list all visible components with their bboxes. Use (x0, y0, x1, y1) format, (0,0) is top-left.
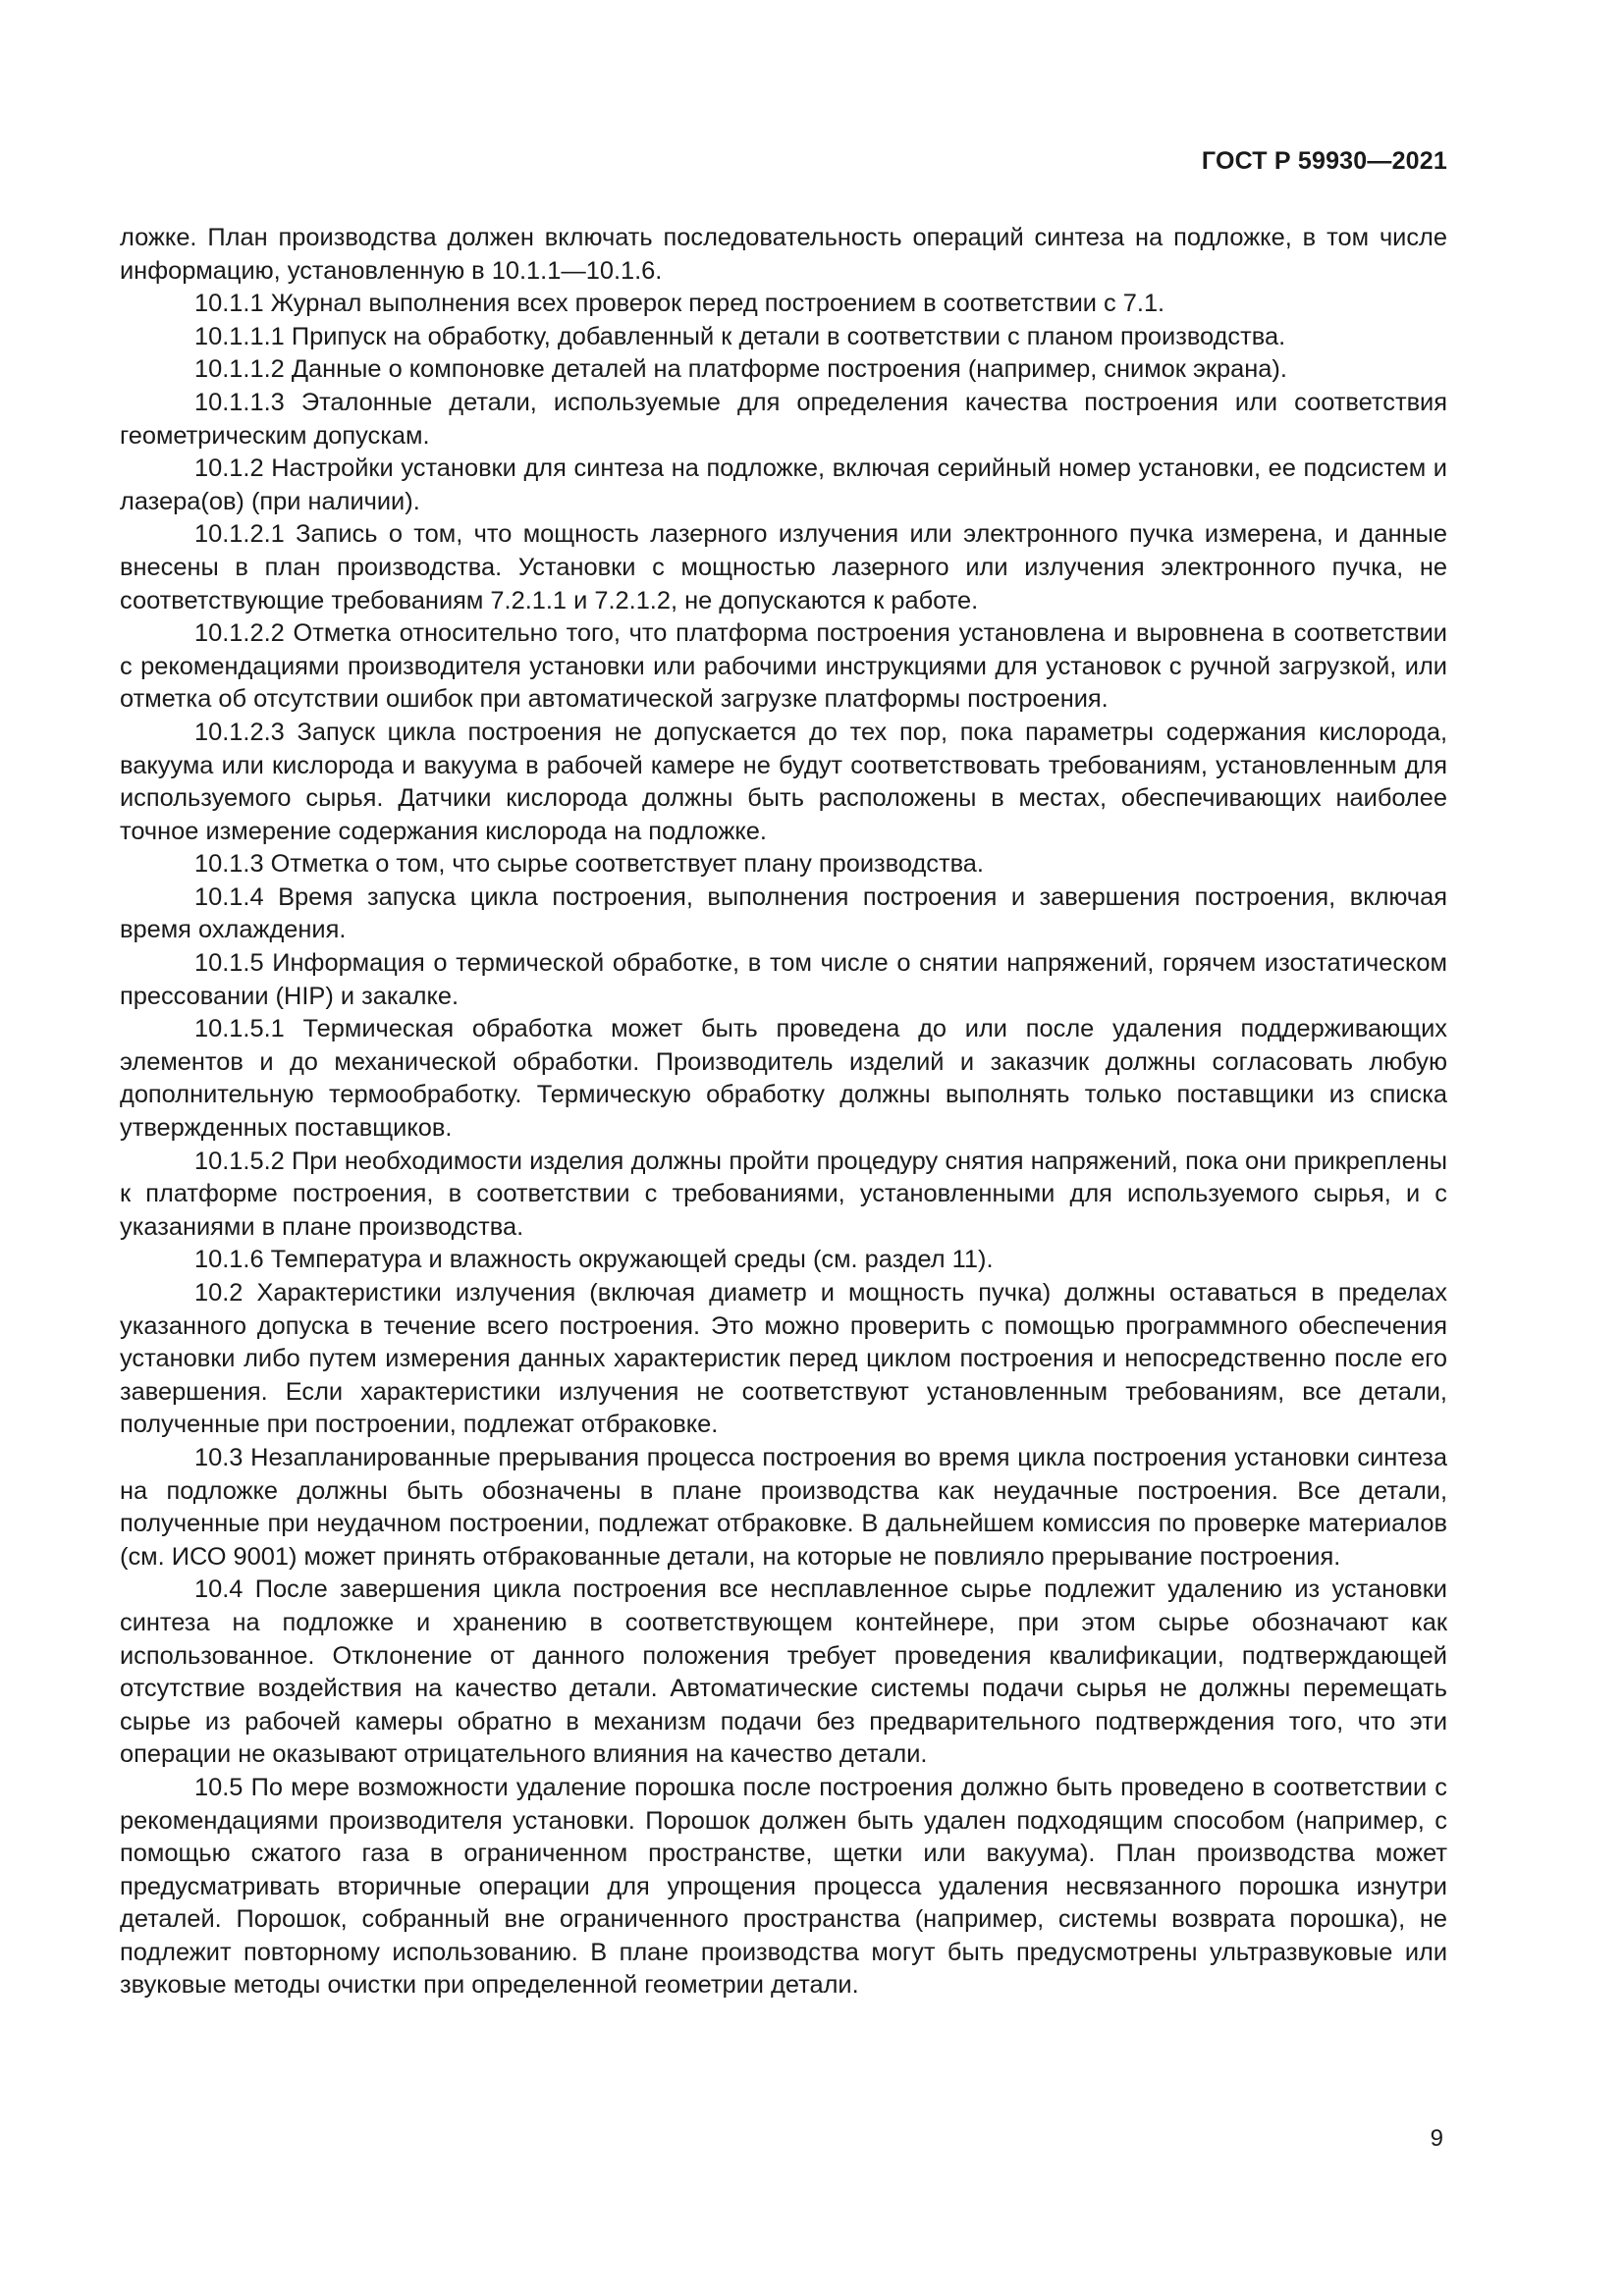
paragraph-10-1-1-2: 10.1.1.2 Данные о компоновке деталей на платформе построения (например, снимок экрана). (194, 355, 1287, 384)
paragraph-10-1-3: 10.1.3 Отметка о том, что сырье соответствует плану производства. (194, 850, 984, 879)
paragraph-10-1-5-2: 10.1.5.2 При необходимости изделия должны пройти процедуру снятия напряжений, пока они прикреплены к платформе построения, в соответствии с требованиями, установленными для используемого сырья, и с указаниями в плане производства. (120, 1147, 1447, 1241)
paragraph-10-5: 10.5 По мере возможности удаление порошка после построения должно быть проведено в соответствии с рекомендациями производителя установки. Порошок должен быть удален подходящим способом (например, с помощью сжатого газа в ограниченном пространстве, щетки или вакуума). План производства может предусматривать вторичные операции для упрощения процесса удаления несвязанного порошка изнутри деталей. Порошок, собранный вне ограниченного пространства (например, системы возврата порошка), не подлежит повторному использованию. В плане производства могут быть предусмотрены ультразвуковые или звуковые методы очистки при определенной геометрии детали. (120, 1773, 1447, 2000)
paragraph-10-1-1-1: 10.1.1.1 Припуск на обработку, добавленный к детали в соответствии с планом производства. (194, 322, 1286, 350)
document-body (120, 222, 1447, 2002)
paragraph-10-1-5-1: 10.1.5.1 Термическая обработка может быть проведена до или после удаления поддерживающих элементов и до механической обработки. Производитель изделий и заказчик должны согласовать любую дополнительную термообработку. Термическую обработку должны выполнять только поставщики из списка утвержденных поставщиков. (120, 1015, 1447, 1143)
paragraph-10-1-2: 10.1.2 Настройки установки для синтеза на подложке, включая серийный номер установки, ее подсистем и лазера(ов) (при наличии). (120, 454, 1447, 515)
paragraph-10-1-5: 10.1.5 Информация о термической обработке, в том числе о снятии напряжений, горячем изостатическом прессовании (HIP) и закалке. (120, 949, 1447, 1010)
paragraph-10-1-2-2: 10.1.2.2 Отметка относительно того, что платформа построения установлена и выровнена в соответствии с рекомендациями производителя установки или рабочими инструкциями для установок с ручной загрузкой, или отметка об отсутствии ошибок при автоматической загрузке платформы построения. (120, 619, 1447, 714)
paragraph-10-4: 10.4 После завершения цикла построения все несплавленное сырье подлежит удалению из установки синтеза на подложке и хранению в соответствующем контейнере, при этом сырье обозначают как использованное. Отклонение от данного положения требует проведения квалификации, подтверждающей отсутствие воздействия на качество детали. Автоматические системы подачи сырья не должны перемещать сырье из рабочей камеры обратно в механизм подачи без предварительного подтверждения того, что эти операции не оказывают отрицательного влияния на качество детали. (120, 1575, 1447, 1769)
paragraph-10-1-1: 10.1.1 Журнал выполнения всех проверок перед построением в соответствии с 7.1. (194, 290, 1165, 318)
page-number: 9 (1430, 2125, 1443, 2152)
paragraph-10-1-6: 10.1.6 Температура и влажность окружающей среды (см. раздел 11). (194, 1246, 994, 1274)
document-id: ГОСТ Р 59930—2021 (1201, 147, 1447, 175)
paragraph-10-1-2-1: 10.1.2.1 Запись о том, что мощность лазерного излучения или электронного пучка измерена, и данные внесены в план производства. Установки с мощностью лазерного или излучения электронного пучка, не соответствующие требованиям 7.2.1.1 и 7.2.1.2, не допускаются к работе. (120, 520, 1447, 614)
paragraph-continuation: ложке. План производства должен включать последовательность операций синтеза на подложке, в том числе информацию, установленную в 10.1.1—10.1.6. (120, 224, 1447, 285)
paragraph-10-1-1-3: 10.1.1.3 Эталонные детали, используемые для определения качества построения или соответствия геометрическим допускам. (120, 388, 1447, 450)
paragraph-10-2: 10.2 Характеристики излучения (включая диаметр и мощность пучка) должны оставаться в пределах указанного допуска в течение всего построения. Это можно проверить с помощью программного обеспечения установки либо путем измерения данных характеристик перед циклом построения и непосредственно после его завершения. Если характеристики излучения не соответствуют установленным требованиям, все детали, полученные при построении, подлежат отбраковке. (120, 1279, 1447, 1439)
paragraph-10-1-2-3: 10.1.2.3 Запуск цикла построения не допускается до тех пор, пока параметры содержания кислорода, вакуума или кислорода и вакуума в рабочей камере не будут соответствовать требованиям, установленным для используемого сырья. Датчики кислорода должны быть расположены в местах, обеспечивающих наиболее точное измерение содержания кислорода на подложке. (120, 718, 1447, 845)
paragraph-10-1-4: 10.1.4 Время запуска цикла построения, выполнения построения и завершения построения, включая время охлаждения. (120, 882, 1447, 944)
paragraph-10-3: 10.3 Незапланированные прерывания процесса построения во время цикла построения установки синтеза на подложке должны быть обозначены в плане производства как неудачные построения. Все детали, полученные при неудачном построении, подлежат отбраковке. В дальнейшем комиссия по проверке материалов (см. ИСО 9001) может принять отбракованные детали, на которые не повлияло прерывание построения. (120, 1443, 1447, 1571)
